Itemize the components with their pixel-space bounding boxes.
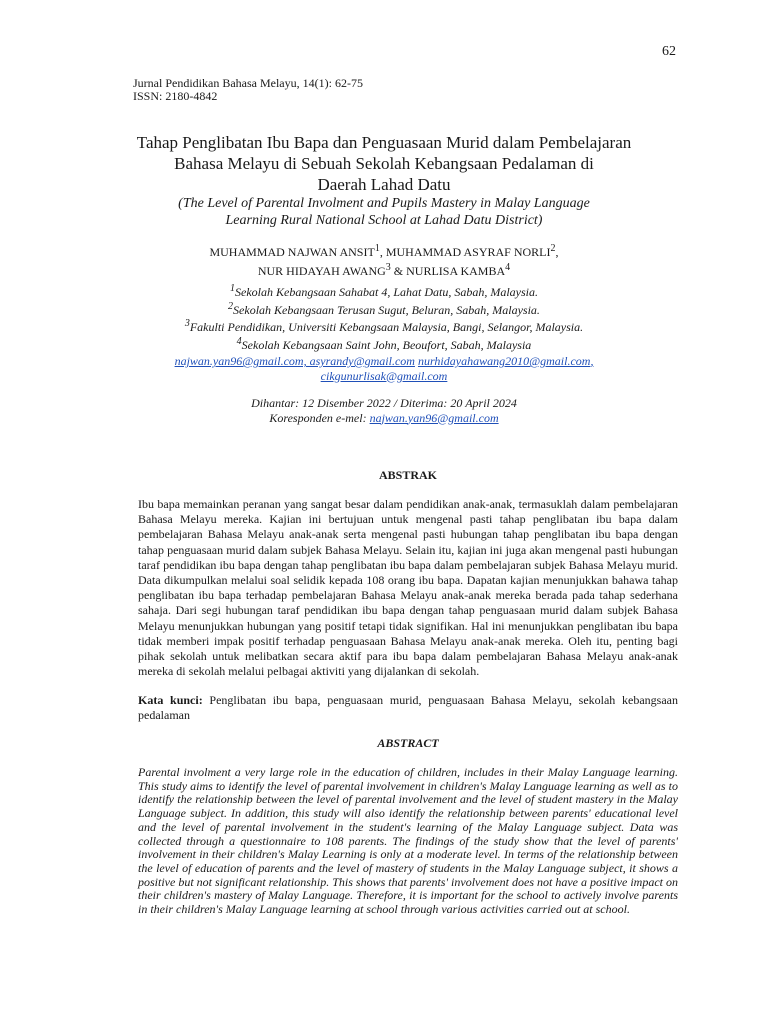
journal-header xyxy=(133,77,363,103)
author-separator: , xyxy=(379,245,386,259)
affiliation-sup: 4 xyxy=(236,335,242,347)
paper-title-line: Bahasa Melayu di Sebuah Sekolah Kebangsaan Pedalaman di xyxy=(174,154,594,173)
author-list xyxy=(100,241,668,279)
affiliation-item xyxy=(100,300,668,318)
journal-issn: ISSN: 2180-4842 xyxy=(133,89,218,103)
email-separator: , xyxy=(590,354,594,368)
abstrak-heading: ABSTRAK xyxy=(378,468,437,482)
author-line-1 xyxy=(100,241,668,260)
corresponding-label: Koresponden e-mel: xyxy=(269,410,370,425)
author-name: NURLISA KAMBA xyxy=(406,264,506,278)
email-link[interactable]: nurhidayahawang2010@gmail.com xyxy=(417,354,591,368)
affiliation-item xyxy=(100,317,668,335)
received-accepted-dates: Dihantar: 12 Disember 2022 / Diterima: 20 April 2024 xyxy=(251,396,517,410)
affiliation-item xyxy=(100,335,668,353)
author-name: MUHAMMAD ASYRAF NORLI xyxy=(385,245,551,259)
submission-dates xyxy=(100,396,668,425)
paper-english-title-line: (The Level of Parental Involment and Pupils Mastery in Malay Language xyxy=(178,196,590,211)
affiliation-text: Sekolah Kebangsaan Saint John, Beoufort, Sabah, Malaysia xyxy=(241,337,532,352)
paper-english-title-line: Learning Rural National School at Lahad Datu District) xyxy=(225,213,543,228)
page-number: 62 xyxy=(662,44,676,59)
author-separator: , xyxy=(555,245,559,259)
email-line-1 xyxy=(100,354,668,369)
affiliation-text: Sekolah Kebangsaan Sahabat 4, Lahat Datu, Sabah, Malaysia. xyxy=(235,285,538,299)
paper-title-line: Tahap Penglibatan Ibu Bapa dan Penguasaan Murid dalam Pembelajaran xyxy=(136,133,632,152)
corresponding-email-link[interactable]: najwan.yan96@gmail.com xyxy=(369,410,499,425)
email-line-2 xyxy=(100,369,668,384)
abstrak-body: Ibu bapa memainkan peranan yang sangat besar dalam pendidikan anak-anak, termasuklah dalam pembelajaran Bahasa Melayu mereka. Kajian ini bertujuan untuk mengenal pasti tahap penglibatan ibu bapa dalam pembelajaran Bahasa Melayu anak-anak serta mengenal pasti hubungan tahap penglibatan ibu bapa dengan tahap penguasaan murid dalam subjek Bahasa Melayu. Selain itu, kajian ini juga akan mengenal pasti hubungan taraf pendidikan ibu bapa dengan tahap penglibatan ibu bapa dalam pembelajaran subjek Bahasa Melayu murid. Data dikumpulkan melalui soal selidik kepada 108 orang ibu bapa. Dapatan kajian menunjukkan bahawa tahap penglibatan ibu bapa terhadap pembelajaran Bahasa Melayu anak-anak mereka berada pada tahap sederhana sahaja. Dari segi hubungan taraf pendidikan ibu bapa dengan tahap penguasaan murid dalam subjek Bahasa Melayu menunjukkan hubungan yang positif tetapi tidak signifikan. Hal ini menunjukkan penglibatan ibu bapa tidak memberi impak positif terhadap penguasaan Bahasa Melayu anak-anak mereka. Oleh itu, penting bagi pihak sekolah untuk melibatkan secara aktif para ibu bapa dalam pembelajaran Bahasa Melayu anak-anak mereka di sekolah melalui pelbagai aktiviti yang dijalankan di sekolah. xyxy=(138,497,678,679)
author-affil-sup: 4 xyxy=(505,262,511,273)
journal-citation: Jurnal Pendidikan Bahasa Melayu, 14(1): 62-75 xyxy=(133,76,363,90)
email-link[interactable]: najwan.yan96@gmail.com, asyrandy@gmail.com xyxy=(174,354,415,368)
keywords-text: Penglibatan ibu bapa, penguasaan murid, penguasaan Bahasa Melayu, sekolah kebangsaan pedalaman xyxy=(138,693,678,723)
author-name: NUR HIDAYAH AWANG xyxy=(257,264,386,278)
author-affil-sup: 3 xyxy=(385,262,391,273)
author-name: MUHAMMAD NAJWAN ANSIT xyxy=(209,245,375,259)
abstract-heading: ABSTRACT xyxy=(377,736,439,750)
affiliation-text: Fakulti Pendidikan, Universiti Kebangsaan Malaysia, Bangi, Selangor, Malaysia. xyxy=(189,320,584,334)
keywords-label: Kata kunci: xyxy=(138,693,203,707)
affiliation-list xyxy=(100,282,668,352)
affiliation-item xyxy=(100,282,668,300)
author-separator: & xyxy=(390,264,407,278)
affiliation-sup: 1 xyxy=(230,283,235,294)
abstract-body: Parental involment a very large role in the education of children, includes in their Malay Language learning. This study aims to identify the level of parental involvement in children's Malay Language learning as well as to identify the relationship between the level of parental involvement and the level of student mastery in the Malay Language subject. In addition, this study will also identify the relationship between parents' educational level and the level of parental involvement in the student's learning of the Malay Language subject. Data was collected through a questionnaire to 108 parents. The findings of the study show that the level of parents' involvement in their children's Malay Learning is only at a moderate level. In terms of the relationship between the level of education of parents and the level of mastery of students in the Malay Language subject, it shows a positive but not significant relationship. This shows that parents' involvement does not have a positive impact on their children's mastery of Malay Language. Therefore, it is important for the school to actively involve parents in their children's Malay Language learning at school through various activities carried out at school. xyxy=(138,765,678,917)
corresponding-email-line xyxy=(100,411,668,426)
keywords xyxy=(138,693,678,723)
email-link[interactable]: cikgunurlisak@gmail.com xyxy=(320,368,448,383)
author-line-2 xyxy=(100,260,668,279)
author-affil-sup: 1 xyxy=(374,243,380,254)
paper-title-block xyxy=(100,132,668,229)
affiliation-sup: 3 xyxy=(184,318,190,329)
affiliation-sup: 2 xyxy=(228,300,234,312)
author-emails xyxy=(100,354,668,383)
paper-title-line: Daerah Lahad Datu xyxy=(317,175,451,194)
affiliation-text: Sekolah Kebangsaan Terusan Sugut, Beluran, Sabah, Malaysia. xyxy=(233,302,540,317)
author-affil-sup: 2 xyxy=(550,243,556,254)
